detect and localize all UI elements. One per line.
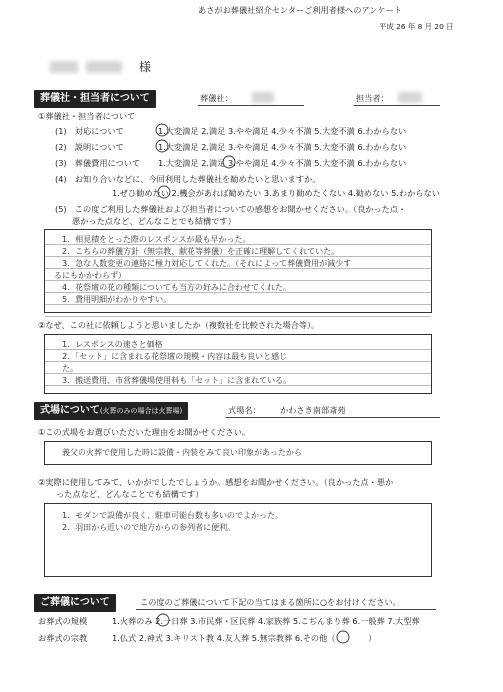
- circle-mark: [223, 156, 235, 168]
- q2-heading: ②なぜ、この社に依頼しようと思いましたか（複数社を比較された場合等）。: [38, 320, 320, 330]
- religion-options: 1.仏式 2.神式 3.キリスト教 4.友人葬 5.無宗教葬 6.その他（ ）: [112, 633, 377, 643]
- circle-mark: [156, 124, 168, 136]
- section-banner-venue: 式場について(火葬のみの場合は火葬場): [34, 402, 188, 420]
- circle-mark: [158, 186, 170, 198]
- venue-value: かわさき南部斎苑: [280, 405, 346, 415]
- venue-q1: ①この式場をお選びいただいた理由をお聞かせください。: [38, 427, 251, 437]
- answer-line: 1．相見積をとった際のレスポンスが最も早かった。: [62, 235, 251, 244]
- funeral-company-label: 葬儀社：: [200, 93, 233, 103]
- answer-line: 2．「セット」に含まれる花祭壇の規模・内容は最も良いと感じ: [62, 352, 288, 361]
- answer-line: 1．レスポンスの速さと価格: [62, 340, 163, 349]
- circle-mark: [337, 631, 349, 643]
- section-banner-funeral-company: 葬儀社・担当者について: [34, 90, 156, 108]
- section-banner-funeral: ご葬儀について: [34, 594, 116, 612]
- scale-options: 1.火葬のみ 2.一日葬 3.市民葬・区民葬 4.家族葬 5.こぢんまり葬 6.一般葬 7.大型葬: [112, 616, 420, 626]
- venue-label: 式場名：: [228, 405, 261, 415]
- staff-label: 担当者：: [356, 93, 389, 103]
- answer-line: 4．花祭壇の花の種類についても当方の好みに合わせてくれた。: [62, 283, 291, 292]
- q5-text: (5) この度ご利用した葬儀社および担当者についての感想をお聞かせください。（良かった点・: [55, 204, 407, 214]
- religion-label: お葬式の宗教: [38, 633, 88, 643]
- answer-line: た。: [62, 364, 78, 373]
- answer-line: 2．羽田から近いので地方からの参列者に便利。: [62, 523, 236, 532]
- answer-line: 5．費用明細がわかりやすい。: [62, 295, 172, 304]
- answer-line: 1．モダンで設備が良く、駐車可能台数も多いのでよかった。: [62, 511, 284, 520]
- row-options: 1.大変満足 2.満足 3.やや満足 4.少々不満 5.大変不満 6.わからない: [158, 158, 407, 168]
- scale-label: お葬式の規模: [38, 616, 88, 626]
- answer-line: 3．急な人数変更の連絡に極力対応してくれた。（それによって葬儀費用が減少す: [62, 259, 352, 268]
- circle-mark: [156, 140, 168, 152]
- honorific: 様: [139, 60, 152, 74]
- row-label: (3) 葬儀費用について: [55, 158, 141, 168]
- row-label: (2) 説明について: [55, 142, 124, 152]
- row-options: 1.大変満足 2.満足 3.やや満足 4.少々不満 5.大変不満 6.わからない: [158, 142, 407, 152]
- survey-title: あさがお葬儀社紹介センターご利用者様へのアンケート: [198, 5, 402, 15]
- row-options: 1.大変満足 2.満足 3.やや満足 4.少々不満 5.大変不満 6.わからない: [158, 126, 407, 136]
- survey-date: 平成 26 年 8 月 20 日: [379, 22, 454, 31]
- answer-line: 義父の火葬で使用した時に設備・内装をみて良い印象があったから: [62, 448, 302, 457]
- answer-line: るにもかかわらず）: [54, 271, 126, 280]
- circle-mark: [157, 614, 169, 626]
- q5-text-cont: 悪かった点など、どんなことでも結構です）: [72, 216, 236, 226]
- funeral-intro: この度のご葬儀について下記の当てはまる箇所に○をお付けください。: [140, 597, 401, 607]
- q4-text: (4) お知り合いなどに、今回利用した葬儀社を勧めたいと思いますか。: [55, 174, 321, 184]
- venue-q2: ②実際に使用してみて、いかがでしたでしょうか。感想をお聞かせください。（良かった点・悪か: [38, 477, 394, 487]
- row-label: (1) 対応について: [55, 126, 124, 136]
- q4-options: 1.ぜひ勧めたい 2.機会があれば勧めたい 3.あまり勧めたくない 4.勧めない 5.わからない: [112, 188, 440, 198]
- venue-q2-cont: った点など、どんなことでも結構です）: [56, 489, 204, 499]
- q1-heading: ①葬儀社・担当者について: [38, 111, 136, 121]
- answer-line: 2．こちらの葬儀方針（無宗教、献花等葬儀）を正確に理解してくれていた。: [62, 247, 340, 256]
- answer-line: 3．搬送費用、市営葬儀場使用料も「セット」に含まれている。: [62, 376, 292, 385]
